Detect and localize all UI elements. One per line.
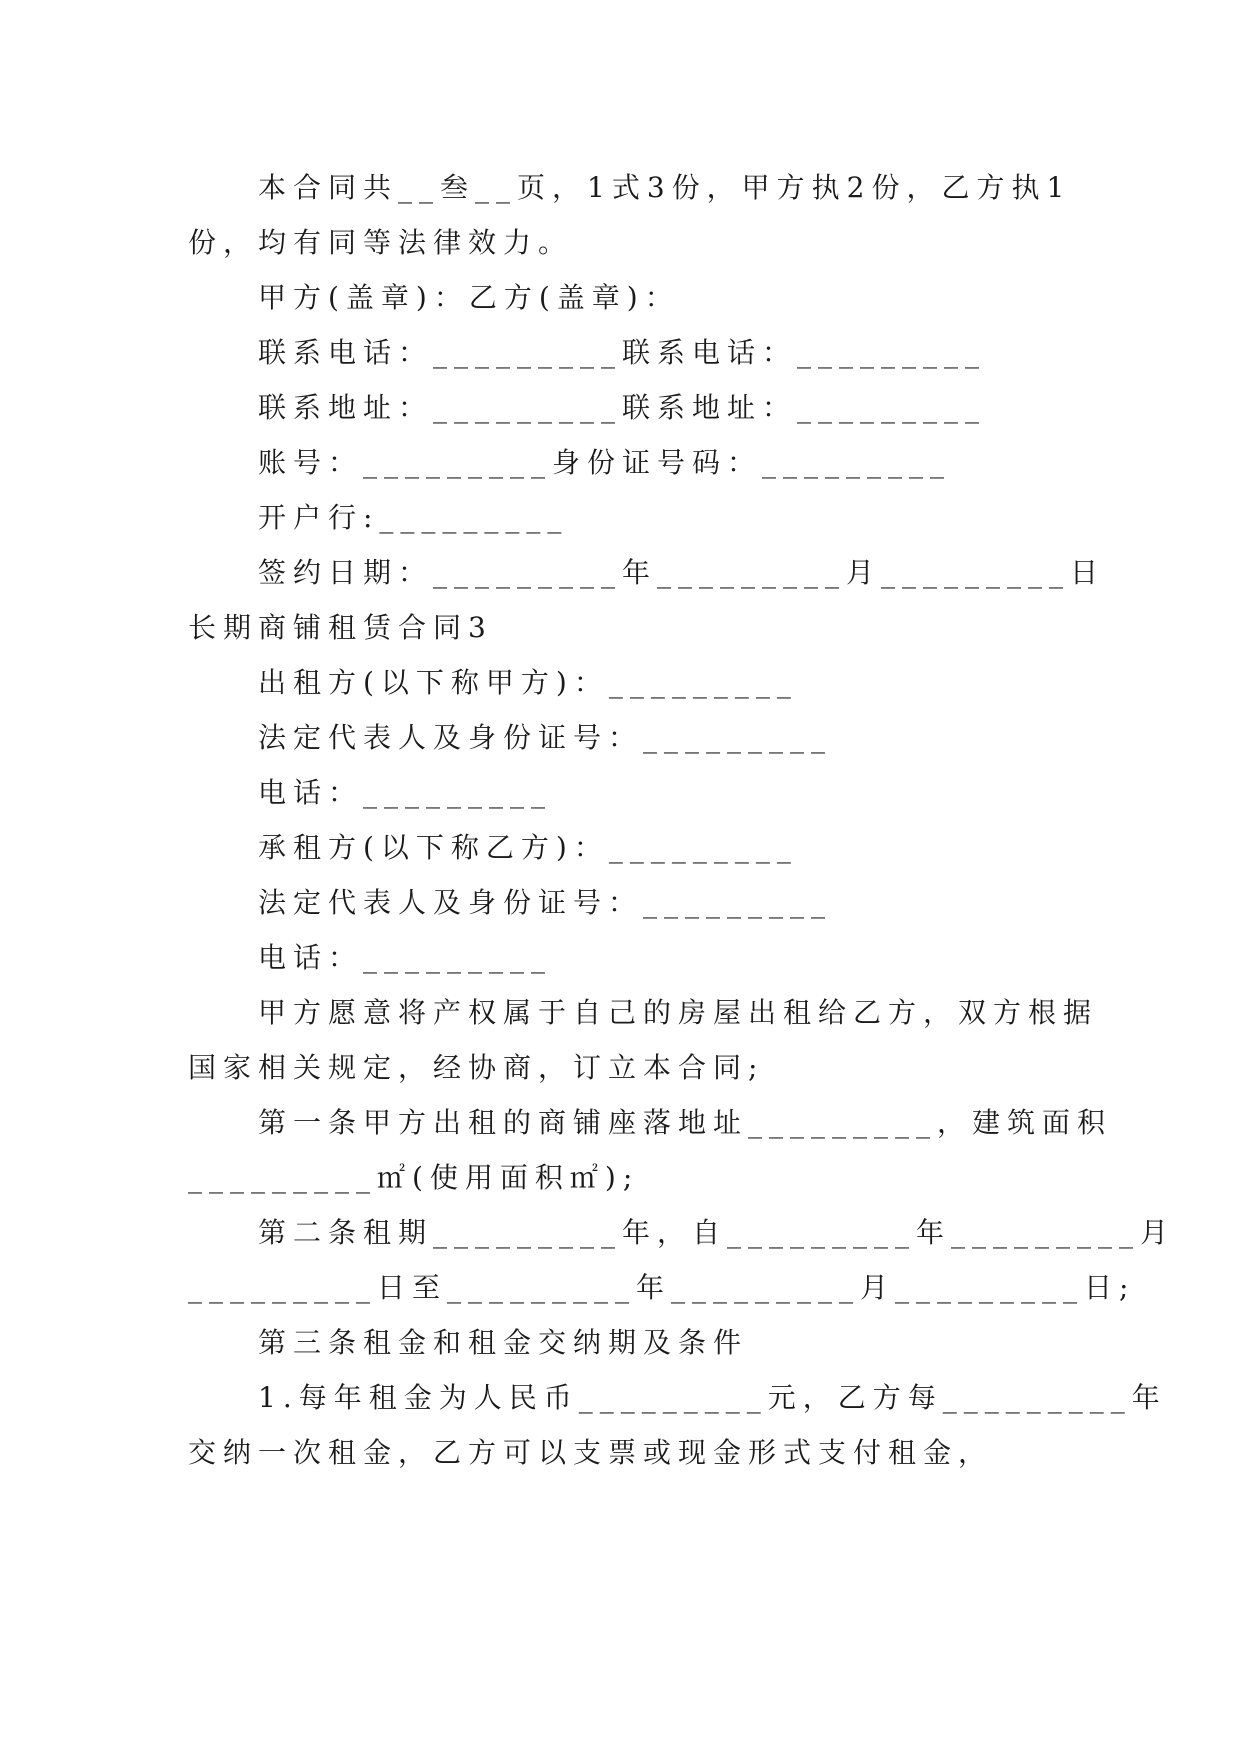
preamble-line-cont: 国家相关规定，经协商，订立本合同; bbox=[188, 1051, 765, 1084]
lessee-phone-line: 电话：_________ bbox=[258, 941, 553, 974]
lessor-phone-line: 电话：_________ bbox=[258, 776, 553, 809]
seal-line: 甲方(盖章)：乙方(盖章)： bbox=[258, 281, 680, 314]
bank-line: 开户行:_________ bbox=[258, 501, 569, 534]
article-3-title: 第三条租金和租金交纳期及条件 bbox=[258, 1326, 749, 1359]
article-3-item-1: 1.每年租金为人民币_________元，乙方每_________年 bbox=[258, 1381, 1167, 1414]
address-line: 联系地址：_________联系地址：_________ bbox=[258, 391, 987, 424]
contract-copies-line: 本合同共__叁__页，1式3份，甲方执2份，乙方执1 bbox=[258, 171, 1072, 204]
section-title: 长期商铺租赁合同3 bbox=[188, 611, 493, 644]
lessor-line: 出租方(以下称甲方)：_________ bbox=[258, 666, 798, 699]
article-2-line-cont: _________日至_________年_________月_________日; bbox=[188, 1271, 1136, 1304]
sign-date-line: 签约日期：_________年_________月_________日 bbox=[258, 556, 1106, 589]
preamble-line: 甲方愿意将产权属于自己的房屋出租给乙方，双方根据 bbox=[258, 996, 1099, 1029]
lessor-rep-line: 法定代表人及身份证号：_________ bbox=[258, 721, 833, 754]
article-3-item-1-cont: 交纳一次租金，乙方可以支票或现金形式支付租金， bbox=[188, 1436, 994, 1469]
account-line: 账号：_________身份证号码：_________ bbox=[258, 446, 952, 479]
article-1-line: 第一条甲方出租的商铺座落地址_________，建筑面积 bbox=[258, 1106, 1113, 1139]
article-2-line: 第二条租期_________年，自_________年_________月 bbox=[258, 1216, 1176, 1249]
article-1-line-cont: _________㎡(使用面积㎡); bbox=[188, 1161, 640, 1194]
contract-copies-line-cont: 份，均有同等法律效力。 bbox=[188, 226, 574, 259]
lessee-line: 承租方(以下称乙方)：_________ bbox=[258, 831, 798, 864]
phone-line: 联系电话：_________联系电话：_________ bbox=[258, 336, 987, 369]
lessee-rep-line: 法定代表人及身份证号：_________ bbox=[258, 886, 833, 919]
